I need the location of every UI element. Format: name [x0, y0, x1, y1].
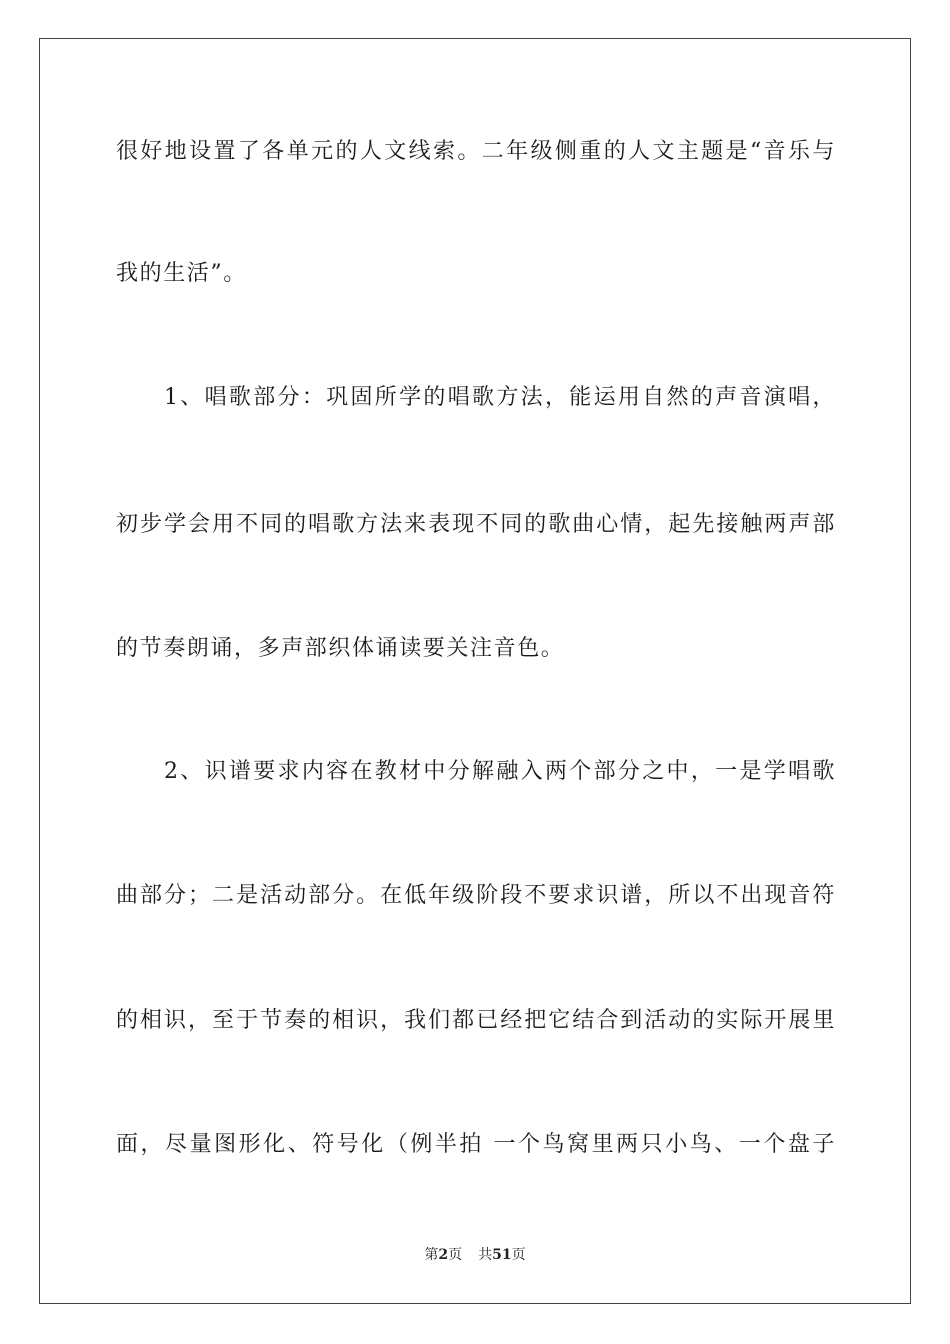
footer-total-suffix: 页 — [511, 1247, 526, 1263]
text-line-2: 我的生活”。 — [116, 261, 247, 286]
paragraph-2-line-3: 的相识，至于节奏的相识，我们都已经把它结合到活动的实际开展里 — [116, 1008, 836, 1033]
paragraph-1-line-3: 的节奏朗诵，多声部织体诵读要关注音色。 — [116, 636, 565, 661]
current-page-number: 2 — [438, 1247, 449, 1263]
text-line-1: 很好地设置了各单元的人文线索。二年级侧重的人文主题是“音乐与 — [116, 139, 836, 164]
total-page-count: 51 — [492, 1247, 512, 1263]
page-footer — [0, 1245, 950, 1265]
paragraph-2-line-4: 面，尽量图形化、符号化（例半拍 一个鸟窝里两只小鸟、一个盘子 — [116, 1132, 836, 1157]
paragraph-1-line-2: 初步学会用不同的唱歌方法来表现不同的歌曲心情，起先接触两声部 — [116, 512, 836, 537]
footer-total-prefix: 共 — [478, 1247, 493, 1263]
footer-page-suffix: 页 — [448, 1247, 463, 1263]
footer-prefix: 第 — [424, 1247, 439, 1263]
paragraph-2-line-1: 2、识谱要求内容在教材中分解融入两个部分之中，一是学唱歌 — [164, 759, 836, 784]
paragraph-2-line-2: 曲部分；二是活动部分。在低年级阶段不要求识谱，所以不出现音符 — [116, 883, 836, 908]
page-border — [39, 38, 911, 1304]
paragraph-1-line-1: 1、唱歌部分：巩固所学的唱歌方法，能运用自然的声音演唱， — [164, 385, 836, 410]
